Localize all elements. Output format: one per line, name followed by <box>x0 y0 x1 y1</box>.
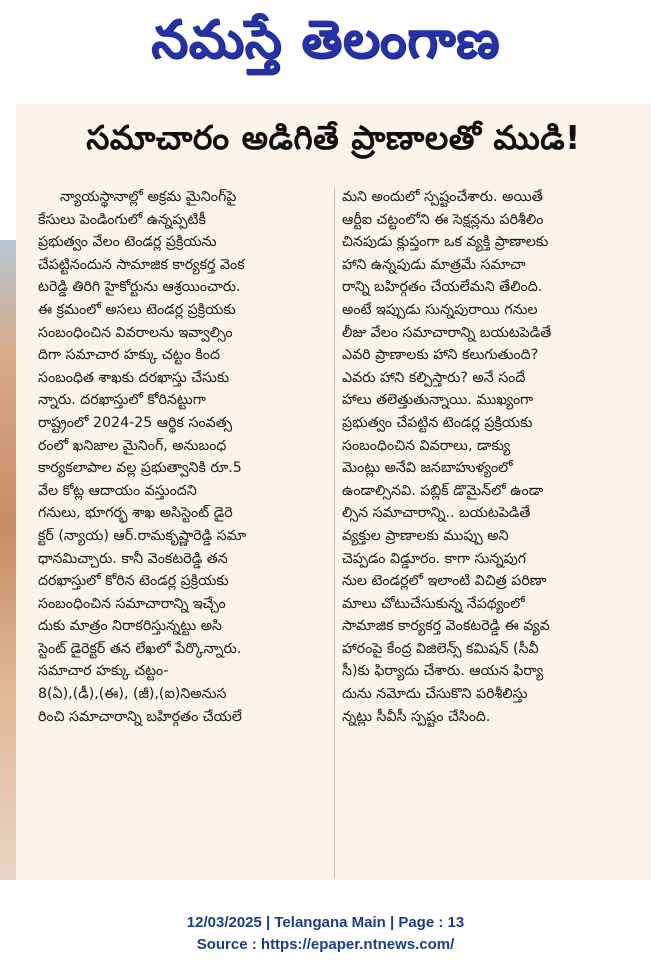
article-text-line: సంబంధిత శాఖకు దరఖాస్తు చేసుకు <box>38 369 230 386</box>
article-text-line: చెప్పడం విడ్డూరం. కాగా సున్నపుగ <box>342 550 527 567</box>
article-text-line: ప్రభుత్వం చేపట్టిన టెండర్ల ప్రక్రియకు <box>342 414 533 431</box>
article-text-line: న్నట్లు సీవీసీ స్పష్టం చేసింది. <box>342 708 491 725</box>
article-text-line: అంటే ఇప్పుడు సున్నపురాయి గనుల <box>342 301 538 318</box>
article-text-line: ఈ క్రమంలో అసలు టెండర్ల ప్రక్రియకు <box>38 301 236 318</box>
article-text-line: ల్సిన సమాచారాన్ని.. బయటపెడితే <box>342 505 531 522</box>
news-article-clipping <box>16 104 651 880</box>
article-text-line: దుకు మాత్రం నిరాకరిస్తున్నట్టు అసి <box>38 618 222 635</box>
article-text-line: హారంపై కేంద్ర విజిలెన్స్ కమిషన్ (సీవీ <box>342 640 539 657</box>
article-text-line: సమాచార హక్కు చట్టం- <box>38 663 169 680</box>
article-text-line: వేల కోట్ల ఆదాయం వస్తుందని <box>38 482 197 499</box>
article-text-line: న్యాయస్థానాల్లో అక్రమ మైనింగ్‌పై <box>60 189 237 205</box>
newspaper-logo: నమస్తే తెలంగాణ <box>151 9 500 70</box>
article-text-line: స్టెంట్ డైరెక్టర్ తన లేఖలో పేర్కొన్నారు. <box>38 640 242 657</box>
article-text-line: ఉండాల్సినవి. పబ్లిక్ డొమైన్‌లో ఉండా <box>342 482 544 499</box>
article-text-line: న్నారు. దరఖాస్తులో కోరినట్టుగా <box>38 392 206 409</box>
article-text-line: ఎవరు హాని కల్పిస్తారు? అనే సందే <box>342 369 526 386</box>
article-text-line: గనులు, భూగర్భ శాఖ అసిస్టెంట్ డైరె <box>38 505 233 522</box>
article-text-line: సీ)కు ఫిర్యాదు చేశారు. ఆయన ఫిర్యా <box>342 663 544 680</box>
article-column-right <box>342 186 632 728</box>
article-text-line: లీజు వేలం సమాచారాన్ని బయటపెడితే <box>342 324 552 341</box>
article-text-line: మాలు చోటుచేసుకున్న నేపథ్యంలో <box>342 595 525 612</box>
clipping-footer <box>0 912 651 956</box>
column-divider <box>334 188 335 878</box>
article-text-line: సంబంధించిన వివరాలు, డాక్యు <box>342 437 511 454</box>
article-text-line: ప్రభుత్వం వేలం టెండర్ల ప్రక్రియను <box>38 234 217 251</box>
footer-source: Source : https://epaper.ntnews.com/ <box>196 936 455 953</box>
article-text-line: కార్యకలాపాల వల్ల ప్రభుత్వానికి రూ.5 <box>38 460 242 477</box>
article-text-line: మని అందులో స్పష్టంచేశారు. అయితే <box>342 189 543 205</box>
article-text-line: కేసులు పెండింగులో ఉన్నప్పటికీ <box>38 211 206 228</box>
photo-edge-strip <box>0 240 16 880</box>
article-text-line: మెంట్లు అనేవి జనబాహుళ్యంలో <box>342 460 513 477</box>
article-text-line: టరెడ్డి తిరిగి హైకోర్టును ఆశ్రయించారు. <box>38 279 241 296</box>
article-column-left <box>38 186 338 728</box>
article-text-line: సంబంధించిన వివరాలను ఇవ్వాల్సిం <box>38 324 233 341</box>
article-text-line: దరఖాస్తులో కోరిన టెండర్ల ప్రక్రియకు <box>38 573 229 590</box>
article-text-line: దును నమోదు చేసుకొని పరిశీలిస్తు <box>342 686 528 703</box>
article-text-line: ధానమిచ్చారు. కానీ వెంకటరెడ్డి తన <box>38 550 228 567</box>
article-text-line: నుల టెండర్లలో ఇలాంటి విచిత్ర పరిణా <box>342 573 547 590</box>
article-text-line: రాష్ట్రంలో 2024-25 ఆర్థిక సంవత్స <box>38 414 233 431</box>
article-text-line: రంలో ఖనిజాల మైనింగ్, అనుబంధ <box>38 437 227 454</box>
article-text-line: రాన్ని బహిర్గతం చేయలేమని తేలింది. <box>342 279 543 296</box>
article-text-line: క్టర్ (న్యాయ) ఆర్.రామకృష్ణారెడ్డి సమా <box>38 527 247 544</box>
article-headline: సమాచారం అడిగితే ప్రాణాలతో ముడి! <box>86 118 581 157</box>
masthead <box>0 0 651 92</box>
footer-date-edition-page: 12/03/2025 | Telangana Main | Page : 13 <box>186 914 465 931</box>
article-text-line: చేపట్టినందున సామాజిక కార్యకర్త వెంక <box>38 256 245 273</box>
article-text-line: 8(ఏ),(డీ),(ఈ), (జీ),(ఐ)నిఅనుస <box>38 686 227 703</box>
article-text-line: ఎవరి ప్రాణాలకు హాని కలుగుతుంది? <box>342 347 539 364</box>
article-text-line: రించి సమాచారాన్ని బహిర్గతం చేయలే <box>38 708 242 725</box>
article-text-line: హాని ఉన్నపుడు మాత్రమే సమాచా <box>342 256 526 273</box>
article-text-line: వ్యక్తుల ప్రాణాలకు ముప్పు అని <box>342 527 509 544</box>
article-text-line: సామాజిక కార్యకర్త వెంకటరెడ్డి ఈ వ్యవ <box>342 618 550 635</box>
article-text-line: దిగా సమాచార హక్కు చట్టం కింద <box>38 347 220 364</box>
article-text-line: ఆర్టీఐ చట్టంలోని ఈ సెక్షన్లను పరిశీలిం <box>342 211 544 228</box>
article-text-line: హాలు తలెత్తుతున్నాయి. ముఖ్యంగా <box>342 392 534 409</box>
article-text-line: చినపుడు క్లుప్తంగా ఒక వ్యక్తి ప్రాణాలకు <box>342 234 549 251</box>
article-text-line: సంబంధించిన సమాచారాన్ని ఇచ్చేం <box>38 595 226 612</box>
